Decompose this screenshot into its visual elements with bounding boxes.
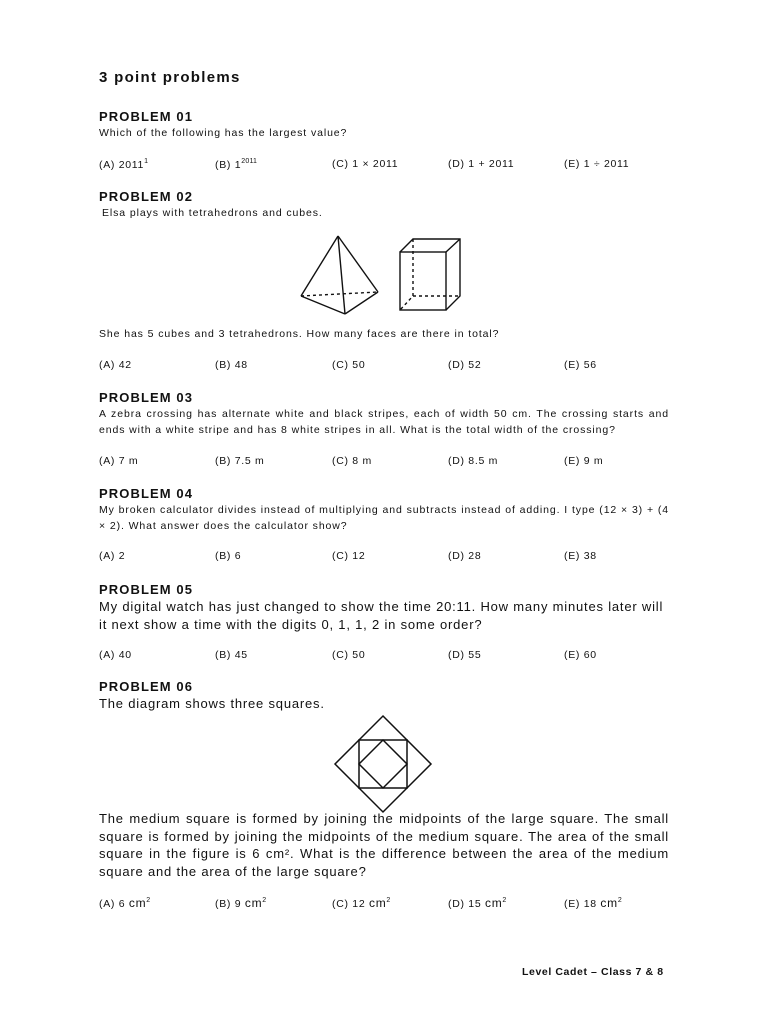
option-a[interactable]: (A) 42 xyxy=(99,359,132,371)
cube-icon xyxy=(400,239,460,310)
option-d[interactable]: (D) 1 + 2011 xyxy=(448,158,515,170)
option-c[interactable]: (C) 12 $cm^2$ xyxy=(332,896,391,910)
problem-02-question xyxy=(99,326,669,342)
option-a[interactable]: (A) 2011$^1$ xyxy=(99,158,149,171)
tetrahedron-cube-figure xyxy=(298,234,468,334)
option-c[interactable]: (C) 50 xyxy=(332,359,366,371)
problem-title: PROBLEM 02 xyxy=(99,189,194,204)
problem-text: The diagram shows three squares. xyxy=(99,696,325,711)
answer-options xyxy=(99,649,669,665)
option-d[interactable]: (D) 52 xyxy=(448,359,482,371)
page-footer: Level Cadet – Class 7 & 8 xyxy=(522,966,664,978)
option-b[interactable]: (B) 7.5 m xyxy=(215,455,265,467)
problem-text: Elsa plays with tetrahedrons and cubes. xyxy=(102,207,323,219)
option-e[interactable]: (E) 18 $cm^2$ xyxy=(564,896,622,910)
tetrahedron-icon xyxy=(301,236,378,314)
problem-title: PROBLEM 06 xyxy=(99,679,194,694)
problem-text: My digital watch has just changed to show the time 20:11. How many minutes later will it next show a time with the digits 0, 1, 1, 2 in some order? xyxy=(99,599,664,632)
three-squares-figure xyxy=(333,714,433,814)
option-b[interactable]: (B) 45 xyxy=(215,649,248,661)
option-b[interactable]: (B) 48 xyxy=(215,359,248,371)
large-square-icon xyxy=(335,716,431,812)
answer-options xyxy=(99,455,669,471)
option-b[interactable]: (B) 6 xyxy=(215,550,242,562)
option-b[interactable]: (B) $1^{2011}$ xyxy=(215,158,258,171)
option-a[interactable]: (A) 6 $cm^2$ xyxy=(99,896,151,910)
option-c[interactable]: (C) 1 × 2011 xyxy=(332,158,399,170)
option-c[interactable]: (C) 50 xyxy=(332,649,366,661)
problem-text: A zebra crossing has alternate white and black stripes, each of width 50 cm. The crossing starts and ends with a white stripe and has 8 white stripes in all. What is the total width of the crossing? xyxy=(99,408,669,436)
option-c[interactable]: (C) 12 xyxy=(332,550,366,562)
answer-options xyxy=(99,359,669,375)
option-d[interactable]: (D) 8.5 m xyxy=(448,455,499,467)
problem-05 xyxy=(99,582,669,633)
problem-title: PROBLEM 03 xyxy=(99,390,194,405)
option-a[interactable]: (A) 40 xyxy=(99,649,132,661)
option-e[interactable]: (E) 9 m xyxy=(564,455,604,467)
section-title: 3 point problems xyxy=(99,69,241,86)
problem-01 xyxy=(99,109,669,141)
option-a[interactable]: (A) 7 m xyxy=(99,455,139,467)
option-d[interactable]: (D) 28 xyxy=(448,550,482,562)
answer-options xyxy=(99,550,669,566)
option-d[interactable]: (D) 55 xyxy=(448,649,482,661)
problem-02 xyxy=(99,189,669,221)
problem-title: PROBLEM 05 xyxy=(99,582,194,597)
option-b[interactable]: (B) 9 $cm^2$ xyxy=(215,896,267,910)
answer-options xyxy=(99,158,669,174)
problem-title: PROBLEM 01 xyxy=(99,109,194,124)
problem-text: My broken calculator divides instead of multiplying and subtracts instead of adding. I type (12 × 3) + (4 × 2). What answer does the calculator show? xyxy=(99,504,669,532)
option-c[interactable]: (C) 8 m xyxy=(332,455,372,467)
option-e[interactable]: (E) 1 ÷ 2011 xyxy=(564,158,630,170)
option-e[interactable]: (E) 38 xyxy=(564,550,597,562)
problem-06-question xyxy=(99,810,669,880)
answer-options xyxy=(99,896,669,912)
option-d[interactable]: (D) 15 $cm^2$ xyxy=(448,896,507,910)
option-a[interactable]: (A) 2 xyxy=(99,550,126,562)
small-square-icon xyxy=(359,740,407,788)
problem-text: The medium square is formed by joining the midpoints of the large square. The small square is formed by joining the midpoints of the medium square. The area of the small square in the figure is 6 cm². What is the difference between the area of the medium square and the area of the large square? xyxy=(99,811,669,879)
problem-text: Which of the following has the largest value? xyxy=(99,127,348,139)
medium-square-icon xyxy=(359,740,407,788)
problem-03 xyxy=(99,390,669,438)
problem-06 xyxy=(99,679,669,713)
problem-04 xyxy=(99,486,669,534)
option-e[interactable]: (E) 60 xyxy=(564,649,597,661)
problem-title: PROBLEM 04 xyxy=(99,486,194,501)
option-e[interactable]: (E) 56 xyxy=(564,359,597,371)
problem-text: She has 5 cubes and 3 tetrahedrons. How many faces are there in total? xyxy=(99,328,500,340)
